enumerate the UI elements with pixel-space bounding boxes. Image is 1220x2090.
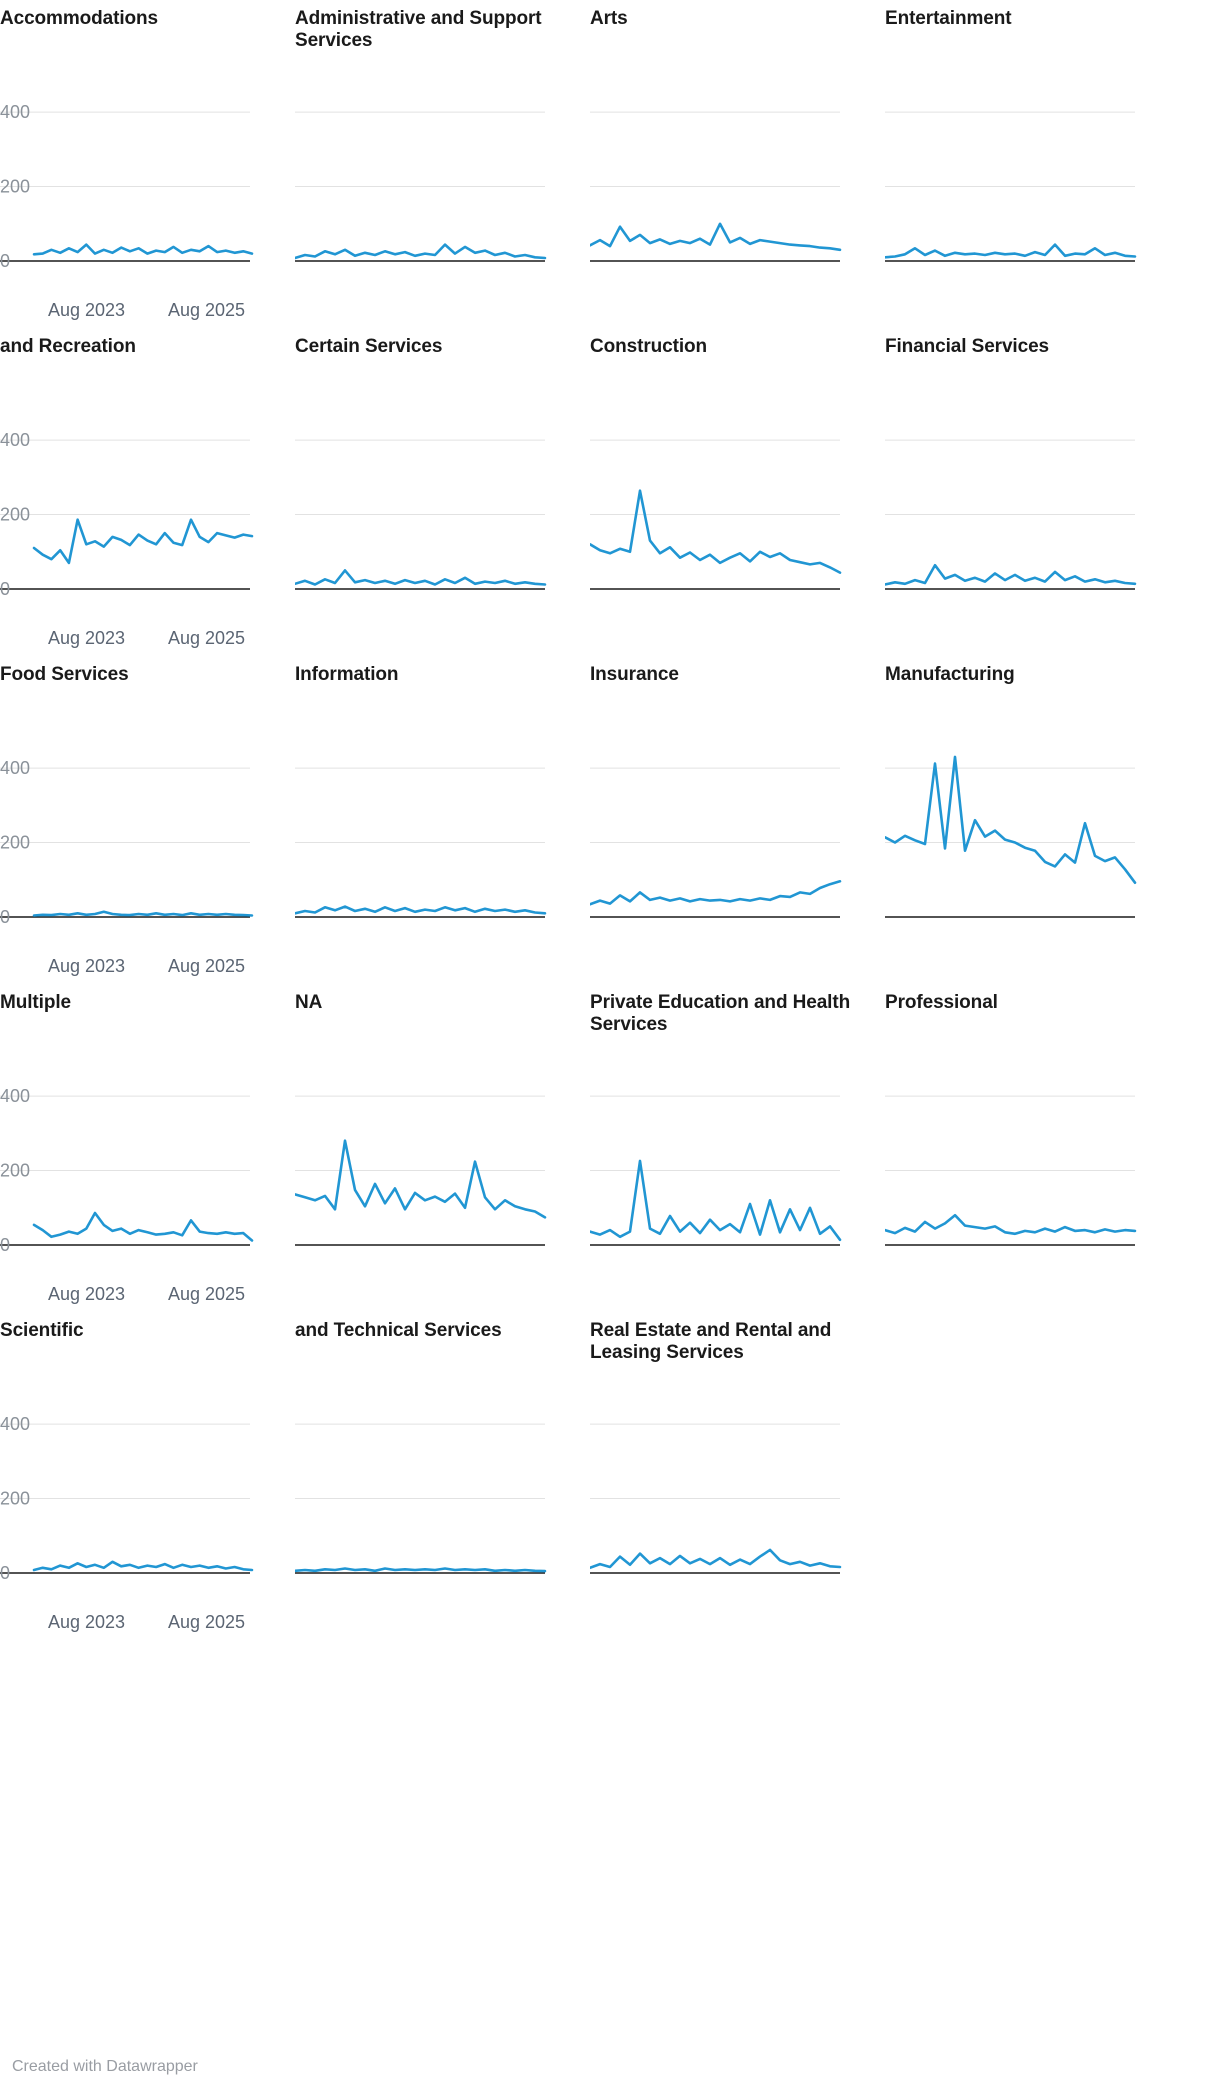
- chart-row: [0, 0, 1220, 328]
- chart-panel: [0, 1312, 295, 1640]
- data-line: [885, 757, 1135, 883]
- x-tick-label: Aug 2023: [48, 1612, 126, 1632]
- x-tick-label: Aug 2023: [48, 956, 126, 976]
- sparkline-plot: [590, 1050, 885, 1282]
- chart-panel: [295, 328, 590, 656]
- x-axis-labels: [590, 954, 885, 984]
- sparkline-plot: [0, 722, 295, 954]
- panel-title: Scientific: [0, 1320, 84, 1341]
- x-axis-labels: [0, 1282, 295, 1312]
- y-tick-label: 400: [0, 1414, 31, 1435]
- data-line: [34, 912, 252, 916]
- panel-title: Information: [295, 664, 399, 685]
- x-tick-label: Aug 2025: [168, 1284, 246, 1304]
- chart-panel: [885, 0, 1180, 328]
- x-axis-labels: [295, 298, 590, 328]
- chart-panel: [0, 656, 295, 984]
- data-line: [885, 245, 1135, 258]
- panel-title: Insurance: [590, 664, 679, 685]
- sparkline-plot: [0, 1050, 295, 1282]
- y-tick-label: 0: [0, 251, 11, 271]
- y-tick-label: 0: [0, 907, 11, 927]
- panel-title: Administrative and Support Services: [295, 8, 542, 52]
- sparkline-plot: [295, 1050, 590, 1282]
- chart-panel: [0, 0, 295, 328]
- data-line: [34, 520, 252, 563]
- panel-title: Private Education and Health Services: [590, 992, 851, 1036]
- chart-row: [0, 984, 1220, 1312]
- y-tick-label: 200: [0, 504, 31, 525]
- y-tick-label: 400: [0, 430, 31, 451]
- chart-row: [0, 656, 1220, 984]
- data-line: [295, 570, 545, 584]
- chart-panel: [590, 1312, 885, 1640]
- x-axis-labels: [885, 298, 1180, 328]
- chart-panel: [590, 656, 885, 984]
- empty-panel: [885, 1378, 1180, 1640]
- y-tick-label: 400: [0, 1086, 31, 1107]
- x-axis-labels: [0, 954, 295, 984]
- panel-title: Certain Services: [295, 336, 443, 357]
- panel-title: and Technical Services: [295, 1320, 502, 1341]
- sparkline-plot: [590, 394, 885, 626]
- x-axis-labels: [590, 1610, 885, 1640]
- chart-panel: [295, 0, 590, 328]
- panel-title: Food Services: [0, 664, 129, 685]
- sparkline-plot: [0, 66, 295, 298]
- data-line: [34, 1562, 252, 1570]
- chart-panel: [295, 1312, 590, 1640]
- sparkline-plot: [295, 1378, 590, 1610]
- sparkline-plot: [295, 66, 590, 298]
- data-line: [295, 907, 545, 914]
- panel-title: NA: [295, 992, 323, 1013]
- sparkline-plot: [885, 1050, 1180, 1282]
- sparkline-plot: [590, 722, 885, 954]
- x-axis-labels: [885, 1282, 1180, 1312]
- panel-title: Accommodations: [0, 8, 159, 29]
- x-axis-labels: [295, 1610, 590, 1640]
- x-tick-label: Aug 2025: [168, 300, 246, 320]
- y-tick-label: 400: [0, 102, 31, 123]
- data-line: [34, 1213, 252, 1241]
- data-line: [590, 491, 840, 573]
- panel-title: and Recreation: [0, 336, 136, 357]
- data-line: [590, 881, 840, 904]
- x-axis-labels: [295, 954, 590, 984]
- panel-title: Professional: [885, 992, 998, 1013]
- x-axis-labels: [885, 626, 1180, 656]
- panel-title: Manufacturing: [885, 664, 1015, 685]
- data-line: [590, 1161, 840, 1240]
- x-axis-labels: [0, 1610, 295, 1640]
- data-line: [590, 1550, 840, 1568]
- sparkline-plot: [885, 722, 1180, 954]
- panel-title: Construction: [590, 336, 708, 357]
- chart-panel: [590, 984, 885, 1312]
- sparkline-plot: [885, 66, 1180, 298]
- chart-panel: [295, 656, 590, 984]
- data-line: [34, 245, 252, 255]
- sparkline-plot: [295, 394, 590, 626]
- x-axis-labels: [295, 1282, 590, 1312]
- y-tick-label: 0: [0, 1563, 11, 1583]
- sparkline-plot: [295, 722, 590, 954]
- x-axis-labels: [0, 298, 295, 328]
- chart-panel: [590, 328, 885, 656]
- datawrapper-credit: Created with Datawrapper: [12, 2058, 198, 2075]
- data-line: [590, 224, 840, 250]
- chart-row: [0, 1312, 1220, 1640]
- x-axis-labels: [295, 626, 590, 656]
- panel-title: [885, 1320, 1180, 1346]
- chart-panel: [885, 656, 1180, 984]
- y-tick-label: 200: [0, 176, 31, 197]
- sparkline-plot: [0, 1378, 295, 1610]
- data-line: [885, 565, 1135, 584]
- x-tick-label: Aug 2025: [168, 1612, 246, 1632]
- chart-panel: [590, 0, 885, 328]
- x-tick-label: Aug 2025: [168, 628, 246, 648]
- x-axis-labels: [885, 954, 1180, 984]
- y-tick-label: 200: [0, 1160, 31, 1181]
- chart-panel: [295, 984, 590, 1312]
- chart-panel: [0, 984, 295, 1312]
- panel-title: Real Estate and Rental and Leasing Services: [590, 1320, 832, 1364]
- chart-panel: [885, 328, 1180, 656]
- x-tick-label: Aug 2023: [48, 300, 126, 320]
- x-axis-labels: [0, 626, 295, 656]
- x-tick-label: Aug 2023: [48, 628, 126, 648]
- x-axis-labels: [590, 298, 885, 328]
- x-axis-labels: [590, 626, 885, 656]
- data-line: [295, 1569, 545, 1572]
- data-line: [885, 1215, 1135, 1234]
- y-tick-label: 200: [0, 1488, 31, 1509]
- panel-title: Financial Services: [885, 336, 1050, 357]
- panel-title: Entertainment: [885, 8, 1012, 29]
- chart-panel: [885, 1312, 1180, 1640]
- chart-row: [0, 328, 1220, 656]
- chart-panel: [0, 328, 295, 656]
- sparkline-plot: [590, 1378, 885, 1610]
- y-tick-label: 400: [0, 758, 31, 779]
- data-line: [295, 1141, 545, 1218]
- sparkline-plot: [885, 394, 1180, 626]
- chart-panel: [885, 984, 1180, 1312]
- y-tick-label: 0: [0, 1235, 11, 1255]
- y-tick-label: 200: [0, 832, 31, 853]
- sparkline-plot: [0, 394, 295, 626]
- data-line: [295, 245, 545, 258]
- sparkline-plot: [590, 66, 885, 298]
- panel-title: Arts: [590, 8, 628, 29]
- x-tick-label: Aug 2023: [48, 1284, 126, 1304]
- y-tick-label: 0: [0, 579, 11, 599]
- x-tick-label: Aug 2025: [168, 956, 246, 976]
- x-axis-labels: [590, 1282, 885, 1312]
- panel-title: Multiple: [0, 992, 71, 1013]
